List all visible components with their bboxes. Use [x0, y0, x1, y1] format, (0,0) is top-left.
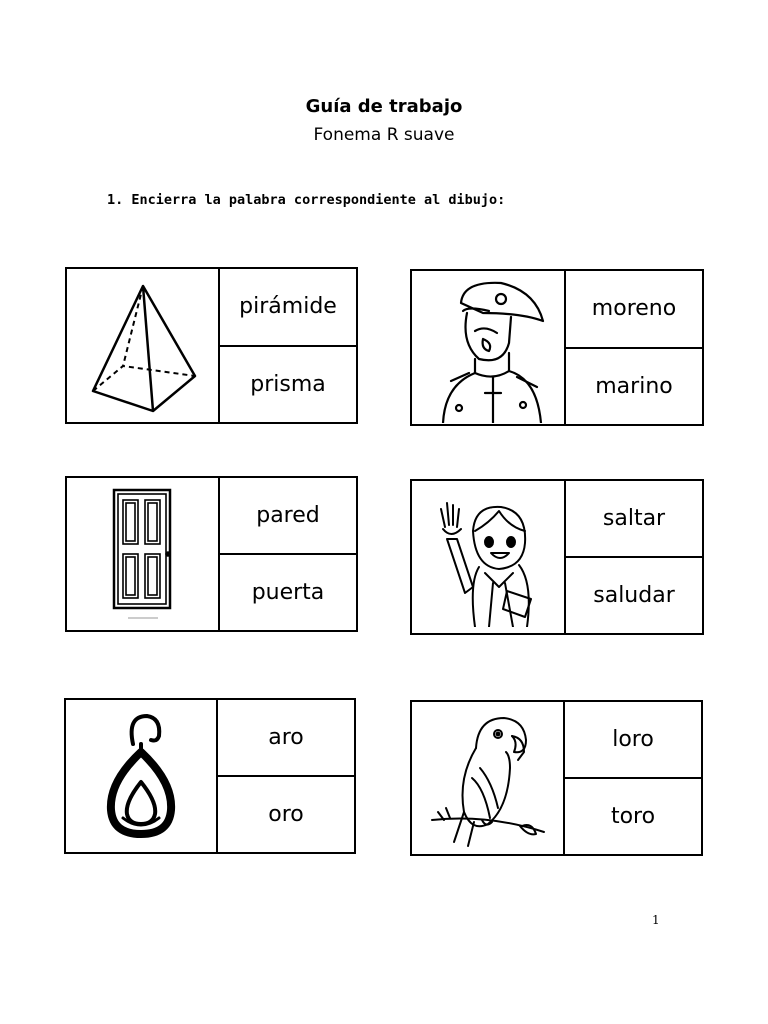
word-option[interactable]: saltar [566, 481, 702, 558]
word-option[interactable]: prisma [250, 371, 326, 397]
parrot-icon [428, 708, 548, 848]
page-number: 1 [652, 913, 660, 927]
word-option[interactable]: pirámide [220, 269, 356, 347]
word-option[interactable]: aro [218, 700, 354, 777]
page-title: Guía de trabajo [305, 96, 463, 117]
earring-icon [101, 706, 181, 846]
picture-cell [66, 700, 218, 852]
pyramid-icon [83, 276, 203, 416]
picture-cell [412, 271, 566, 424]
exercise-instruction: 1. Encierra la palabra correspondiente al dibujo: [107, 192, 506, 208]
picture-cell [412, 481, 566, 633]
door-icon [108, 484, 178, 624]
page-subtitle: Fonema R suave [313, 125, 455, 145]
word-card-door [65, 476, 358, 632]
word-option[interactable]: marino [595, 373, 673, 399]
word-option[interactable]: moreno [566, 271, 702, 349]
sailor-icon [423, 273, 553, 423]
word-option[interactable]: toro [610, 804, 656, 829]
word-card-sailor [410, 269, 704, 426]
word-option[interactable]: saludar [593, 583, 675, 608]
word-card-earring [64, 698, 356, 854]
word-option[interactable]: loro [565, 702, 701, 779]
picture-cell [412, 702, 565, 854]
word-option[interactable]: oro [268, 802, 304, 827]
word-card-parrot [410, 700, 703, 856]
word-card-pyramid [65, 267, 358, 424]
word-card-waving-girl [410, 479, 704, 635]
waving-girl-icon [423, 487, 553, 627]
picture-cell [67, 478, 220, 630]
word-option[interactable]: puerta [251, 580, 325, 605]
word-option[interactable]: pared [220, 478, 356, 555]
picture-cell [67, 269, 220, 422]
